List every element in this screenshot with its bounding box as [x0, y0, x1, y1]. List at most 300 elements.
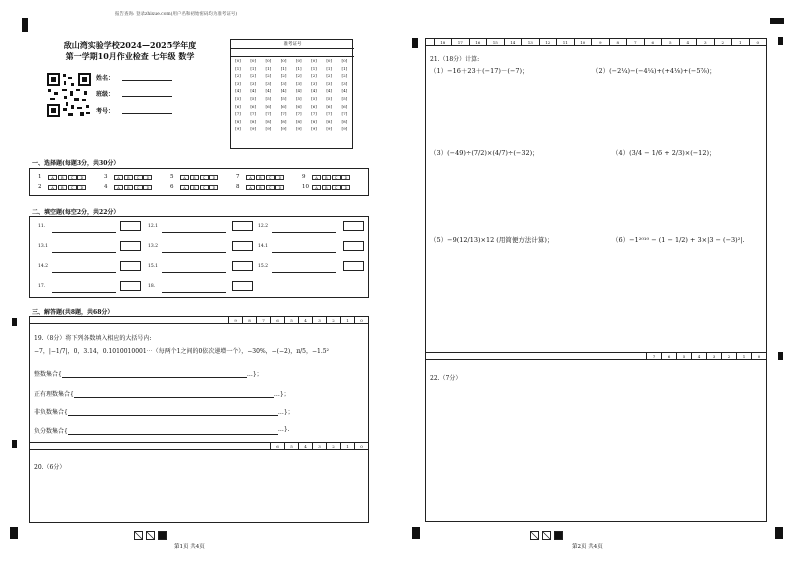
- mc-option-bubble[interactable]: A: [48, 175, 57, 180]
- score-cell[interactable]: 8: [242, 317, 256, 323]
- mc-option-bubble[interactable]: B: [190, 175, 199, 180]
- section2-title: 二、填空题(每空2分，共22分）: [32, 209, 120, 216]
- fill-blank-label: 17.: [38, 284, 46, 289]
- mc-question[interactable]: [104, 184, 153, 190]
- exam-id-digit-bubble[interactable]: [8]: [280, 118, 287, 124]
- score-strip-q21[interactable]: [425, 38, 767, 46]
- q21-5-label: （5）: [430, 236, 448, 244]
- mc-option-bubble[interactable]: A: [114, 185, 123, 190]
- registration-mark: [12, 440, 17, 448]
- score-cell[interactable]: 17: [451, 39, 469, 45]
- exam-id-digit-bubble[interactable]: [3]: [250, 80, 257, 86]
- score-box[interactable]: [232, 241, 253, 251]
- mc-option-bubble[interactable]: C: [200, 185, 209, 190]
- fill-blank-label: 11.: [38, 224, 46, 229]
- score-cell[interactable]: 1: [731, 39, 749, 45]
- fill-blank-line[interactable]: [162, 245, 226, 253]
- score-cell[interactable]: 15: [486, 39, 504, 45]
- filled-square-icon: [158, 531, 167, 540]
- q19-set-negative-fraction-end: …}.: [277, 426, 290, 433]
- fill-blank-line[interactable]: [162, 285, 226, 293]
- score-cell[interactable]: 5: [284, 317, 298, 323]
- mc-option-bubble[interactable]: C: [134, 185, 143, 190]
- exam-id-digit-bubble[interactable]: [7]: [235, 111, 241, 117]
- score-box[interactable]: [343, 221, 364, 231]
- exam-id-digit-column[interactable]: [247, 57, 259, 133]
- score-box[interactable]: [232, 281, 253, 291]
- mc-question-number: 4: [104, 184, 108, 190]
- fill-blank-line[interactable]: [272, 225, 336, 233]
- exam-id-digit-bubble[interactable]: [7]: [250, 111, 257, 117]
- mc-option-bubble[interactable]: D: [275, 175, 284, 180]
- fill-blank-line[interactable]: [52, 245, 116, 253]
- mc-question-number: 3: [104, 174, 108, 180]
- checkbox-icon: [530, 531, 539, 540]
- exam-id-digit-bubble[interactable]: [7]: [311, 111, 317, 117]
- fill-blank-label: 13.1: [38, 244, 49, 249]
- exam-id-digit-bubble[interactable]: [8]: [341, 118, 348, 124]
- exam-id-digit-bubble[interactable]: [4]: [311, 88, 317, 94]
- score-cell[interactable]: 1: [340, 443, 354, 449]
- exam-id-digit-bubble[interactable]: [0]: [295, 58, 302, 63]
- exam-id-digit-bubble[interactable]: [6]: [280, 103, 287, 109]
- mc-question-number: 8: [236, 184, 240, 190]
- mc-option-bubble[interactable]: D: [275, 185, 284, 190]
- name-field[interactable]: [122, 73, 172, 81]
- score-strip-q19[interactable]: [29, 316, 369, 324]
- exam-id-digit-bubble[interactable]: [7]: [326, 111, 333, 117]
- mc-question-number: 10: [302, 184, 309, 190]
- header-note: 报告查询: 登录zhixue.com(用户名和初始密码均为准考证号): [115, 12, 238, 17]
- mc-option-bubble[interactable]: D: [341, 175, 350, 180]
- exam-id-digit-bubble[interactable]: [9]: [326, 126, 333, 132]
- fill-blank-line[interactable]: [52, 265, 116, 273]
- mc-question[interactable]: [170, 184, 219, 190]
- mc-question[interactable]: [104, 174, 153, 180]
- fill-blank-label: 15.1: [148, 264, 159, 269]
- fill-blank-line[interactable]: [162, 225, 226, 233]
- exam-id-digit-bubble[interactable]: [5]: [311, 95, 317, 101]
- mc-option-bubble[interactable]: C: [332, 185, 341, 190]
- exam-id-digit-bubble[interactable]: [5]: [250, 95, 257, 101]
- exam-id-digit-bubble[interactable]: [3]: [341, 80, 348, 86]
- mc-option-bubble[interactable]: C: [266, 185, 275, 190]
- score-cell[interactable]: 6: [644, 39, 662, 45]
- fill-blank-label: 18.: [148, 284, 156, 289]
- mc-option-bubble[interactable]: B: [256, 185, 265, 190]
- mc-option-bubble[interactable]: C: [266, 175, 275, 180]
- q19-set-negative-fraction-input[interactable]: [68, 426, 278, 435]
- mc-question[interactable]: [38, 174, 87, 180]
- exam-id-digit-bubble[interactable]: [1]: [235, 65, 241, 71]
- mc-option-bubble[interactable]: C: [134, 175, 143, 180]
- score-cell[interactable]: 9: [228, 317, 242, 323]
- exam-id-digit-column[interactable]: [323, 57, 335, 133]
- q21-5: [430, 235, 553, 244]
- fill-blank-label: 12.2: [258, 224, 269, 229]
- q21-2-label: （2）: [592, 67, 610, 75]
- q19-set-integer-label: 整数集合{: [34, 371, 62, 378]
- exam-id-digit-bubble[interactable]: [0]: [265, 58, 272, 63]
- mc-option-bubble[interactable]: C: [332, 175, 341, 180]
- score-cell[interactable]: 11: [556, 39, 574, 45]
- school-title: 敌山湾实验学校2024—2025学年度: [63, 40, 197, 50]
- class-label: 班级：: [96, 91, 115, 98]
- exam-id-digit-column[interactable]: [338, 57, 350, 133]
- exam-id-digit-bubble[interactable]: [2]: [295, 73, 302, 79]
- q19-set-negative-fraction-label: 负分数集合{: [34, 428, 68, 435]
- exam-id-digit-column[interactable]: [308, 57, 320, 133]
- registration-mark: [778, 37, 783, 45]
- exam-id-digit-bubble[interactable]: [6]: [326, 103, 333, 109]
- score-cell[interactable]: 10: [574, 39, 592, 45]
- exam-number-label: 考号：: [96, 108, 115, 115]
- mc-option-bubble[interactable]: A: [246, 175, 255, 180]
- qr-code: [46, 72, 92, 118]
- score-cell[interactable]: 6: [661, 353, 676, 359]
- mc-option-bubble[interactable]: B: [256, 175, 265, 180]
- mc-option-bubble[interactable]: B: [322, 175, 331, 180]
- q21-4-label: （4）: [612, 149, 630, 157]
- mc-question[interactable]: [236, 174, 285, 180]
- mc-option-bubble[interactable]: D: [77, 185, 86, 190]
- exam-id-digit-bubble[interactable]: [9]: [235, 126, 241, 132]
- q19-set-integer-input[interactable]: [62, 369, 247, 378]
- fill-blank-line[interactable]: [52, 225, 116, 233]
- exam-id-digit-bubble[interactable]: [5]: [341, 95, 348, 101]
- q21-head: 21.（18分）计算:: [430, 56, 480, 63]
- exam-id-digit-bubble[interactable]: [8]: [311, 118, 317, 124]
- exam-id-digit-bubble[interactable]: [6]: [235, 103, 241, 109]
- exam-id-digit-bubble[interactable]: [9]: [311, 126, 317, 132]
- mc-option-bubble[interactable]: A: [312, 175, 321, 180]
- score-cell[interactable]: 12: [539, 39, 557, 45]
- exam-id-digit-bubble[interactable]: [2]: [265, 73, 272, 79]
- score-cell[interactable]: 6: [270, 443, 284, 449]
- exam-id-digit-bubble[interactable]: [7]: [341, 111, 348, 117]
- exam-id-digit-bubble[interactable]: [0]: [326, 58, 333, 63]
- q22-head: 22.（7分）: [430, 375, 462, 382]
- exam-id-digit-bubble[interactable]: [4]: [280, 88, 287, 94]
- score-cell[interactable]: 2: [714, 39, 732, 45]
- mc-option-bubble[interactable]: D: [143, 175, 152, 180]
- q21-2: [592, 66, 716, 75]
- exam-id-digit-bubble[interactable]: [0]: [235, 58, 241, 63]
- q21-4-expr: (3/4 − 1/6 + 2/3)×(−12)；: [629, 149, 716, 157]
- mc-question-number: 9: [302, 174, 306, 180]
- q19-set-nonnegative: [34, 407, 294, 416]
- exam-id-digit-bubble[interactable]: [9]: [280, 126, 287, 132]
- exam-id-digit-bubble[interactable]: [3]: [235, 80, 241, 86]
- exam-id-digit-bubble[interactable]: [1]: [265, 65, 272, 71]
- mc-option-bubble[interactable]: A: [180, 185, 189, 190]
- mc-option-bubble[interactable]: B: [124, 185, 133, 190]
- q21-3: [430, 148, 539, 157]
- exam-title: 第一学期10月作业检查 七年级 数学: [65, 51, 195, 61]
- q21-1-label: （1）: [430, 67, 448, 75]
- mc-option-bubble[interactable]: B: [322, 185, 331, 190]
- section3-title: 三、解答题(共8题，共68分）: [32, 309, 114, 316]
- mc-question-number: 6: [170, 184, 174, 190]
- section1-title: 一、选择题(每题3分，共30分）: [32, 160, 120, 167]
- exam-id-digit-bubble[interactable]: [1]: [280, 65, 287, 71]
- exam-id-digit-bubble[interactable]: [6]: [295, 103, 302, 109]
- fill-blank-line[interactable]: [52, 285, 116, 293]
- fill-blank-label: 15.2: [258, 264, 269, 269]
- exam-id-digit-bubble[interactable]: [3]: [265, 80, 272, 86]
- score-cell[interactable]: 0: [749, 39, 767, 45]
- fill-blank-label: 12.1: [148, 224, 159, 229]
- q19-numbers: −7，|−1/7|，0，3.14，0.1010010001⋯（每两个1之间的0依次递增一个），−30%，−(−2)，π/5，−1.5²: [34, 348, 329, 355]
- exam-id-digit-bubble[interactable]: [8]: [250, 118, 257, 124]
- class-field[interactable]: [122, 89, 172, 97]
- score-cell[interactable]: 5: [284, 443, 298, 449]
- exam-id-digit-bubble[interactable]: [1]: [250, 65, 257, 71]
- score-cell[interactable]: 9: [591, 39, 609, 45]
- score-cell[interactable]: 4: [298, 317, 312, 323]
- q21-1-expr: −16＋23＋(−17)－(−7)；: [447, 67, 529, 75]
- score-cell[interactable]: 1: [340, 317, 354, 323]
- checkbox-icon: [146, 531, 155, 540]
- exam-id-digit-bubble[interactable]: [1]: [326, 65, 333, 71]
- fill-blank-label: 13.2: [148, 244, 159, 249]
- right-answer-box: [425, 38, 767, 522]
- exam-id-digit-bubble[interactable]: [4]: [295, 88, 302, 94]
- q19-set-nonnegative-input[interactable]: [68, 407, 278, 416]
- score-strip-q22[interactable]: [425, 352, 767, 360]
- score-cell[interactable]: 5: [661, 39, 679, 45]
- exam-id-digit-bubble[interactable]: [5]: [235, 95, 241, 101]
- mc-option-bubble[interactable]: D: [209, 185, 218, 190]
- q19-set-positive-rational-label: 正有理数集合{: [34, 391, 74, 398]
- score-cell[interactable]: 2: [721, 353, 736, 359]
- registration-mark: [10, 527, 18, 539]
- score-box[interactable]: [120, 221, 141, 231]
- fill-blank-label: 14.1: [258, 244, 269, 249]
- exam-id-digit-bubble[interactable]: [2]: [280, 73, 287, 79]
- score-cell[interactable]: 3: [706, 353, 721, 359]
- exam-id-digit-column[interactable]: [293, 57, 305, 133]
- mc-option-bubble[interactable]: B: [58, 175, 67, 180]
- exam-id-digit-bubble[interactable]: [6]: [311, 103, 317, 109]
- page2-footer: 第2页 共4页: [572, 544, 603, 550]
- mc-option-bubble[interactable]: A: [312, 185, 321, 190]
- q21-6-label: （6）: [612, 236, 630, 244]
- mc-option-bubble[interactable]: C: [68, 185, 77, 190]
- mc-question[interactable]: [302, 174, 351, 180]
- score-cell[interactable]: 4: [298, 443, 312, 449]
- mc-question[interactable]: [236, 184, 285, 190]
- mc-question-number: 7: [236, 174, 240, 180]
- q21-1: [430, 66, 529, 75]
- fill-blank-line[interactable]: [272, 245, 336, 253]
- exam-id-digit-bubble[interactable]: [1]: [311, 65, 317, 71]
- score-cell[interactable]: 1: [736, 353, 751, 359]
- exam-id-digit-bubble[interactable]: [0]: [341, 58, 348, 63]
- score-cell[interactable]: 4: [691, 353, 706, 359]
- q21-6: [612, 235, 745, 244]
- footer-checkboxes-right: [530, 531, 566, 540]
- score-box[interactable]: [343, 261, 364, 271]
- score-box[interactable]: [120, 241, 141, 251]
- checkbox-icon: [542, 531, 551, 540]
- exam-id-digit-bubble[interactable]: [5]: [295, 95, 302, 101]
- mc-question-number: 1: [38, 174, 42, 180]
- exam-id-digit-bubble[interactable]: [8]: [235, 118, 241, 124]
- fill-blank-line[interactable]: [272, 265, 336, 273]
- q21-3-label: （3）: [430, 149, 448, 157]
- mc-option-bubble[interactable]: A: [114, 175, 123, 180]
- name-label: 姓名：: [96, 75, 115, 82]
- mc-option-bubble[interactable]: A: [246, 185, 255, 190]
- score-cell[interactable]: 3: [312, 443, 326, 449]
- section1-box: [29, 168, 369, 196]
- score-strip-q20[interactable]: [29, 442, 369, 450]
- score-cell[interactable]: 16: [469, 39, 487, 45]
- exam-id-digit-bubble[interactable]: [8]: [326, 118, 333, 124]
- mc-option-bubble[interactable]: A: [48, 185, 57, 190]
- registration-mark: [22, 18, 28, 32]
- q21-4: [612, 148, 716, 157]
- exam-id-digit-bubble[interactable]: [2]: [311, 73, 317, 79]
- score-cell[interactable]: 13: [521, 39, 539, 45]
- exam-id-digit-bubble[interactable]: [0]: [280, 58, 287, 63]
- q19-head: 19.（8分）将下列各数填入相应的大括号内:: [34, 335, 152, 342]
- score-cell[interactable]: 4: [679, 39, 697, 45]
- mc-question-number: 5: [170, 174, 174, 180]
- checkbox-icon: [134, 531, 143, 540]
- q19-set-integer-end: …}；: [246, 371, 263, 378]
- q19-set-positive-rational-input[interactable]: [74, 389, 274, 398]
- registration-mark: [775, 527, 783, 539]
- q21-5-expr: −9(12/13)×12 (用简便方法计算)；: [447, 236, 554, 244]
- exam-id-digit-bubble[interactable]: [4]: [326, 88, 333, 94]
- mc-option-bubble[interactable]: D: [341, 185, 350, 190]
- exam-id-digit-bubble[interactable]: [0]: [311, 58, 317, 63]
- registration-mark: [770, 18, 784, 24]
- q20-head: 20.（6分）: [34, 464, 66, 471]
- mc-question-number: 2: [38, 184, 42, 190]
- exam-id-digit-bubble[interactable]: [5]: [265, 95, 272, 101]
- score-box[interactable]: [120, 281, 141, 291]
- exam-id-digit-column[interactable]: [232, 57, 244, 133]
- exam-number-field[interactable]: [122, 106, 172, 114]
- exam-id-digit-bubble[interactable]: [7]: [265, 111, 272, 117]
- exam-id-digit-bubble[interactable]: [3]: [311, 80, 317, 86]
- exam-id-digit-bubble[interactable]: [4]: [235, 88, 241, 94]
- registration-mark: [12, 318, 17, 326]
- exam-id-digit-bubble[interactable]: [9]: [295, 126, 302, 132]
- mc-option-bubble[interactable]: D: [209, 175, 218, 180]
- exam-id-digit-bubble[interactable]: [1]: [295, 65, 302, 71]
- score-cell[interactable]: 0: [354, 443, 368, 449]
- exam-id-digit-bubble[interactable]: [9]: [341, 126, 348, 132]
- score-cell[interactable]: 18: [434, 39, 452, 45]
- q19-set-nonnegative-end: …}；: [277, 409, 294, 416]
- exam-id-digit-bubble[interactable]: [6]: [250, 103, 257, 109]
- exam-id-digit-bubble[interactable]: [3]: [295, 80, 302, 86]
- exam-id-digit-bubble[interactable]: [3]: [280, 80, 287, 86]
- exam-id-digit-bubble[interactable]: [4]: [265, 88, 272, 94]
- exam-id-digit-bubble[interactable]: [8]: [295, 118, 302, 124]
- score-cell[interactable]: 7: [626, 39, 644, 45]
- mc-option-bubble[interactable]: B: [190, 185, 199, 190]
- fill-blank-label: 14.2: [38, 264, 49, 269]
- q19-set-nonnegative-label: 非负数集合{: [34, 409, 68, 416]
- mc-option-bubble[interactable]: B: [124, 175, 133, 180]
- q19-set-positive-rational: [34, 389, 290, 398]
- q19-set-negative-fraction: [34, 426, 290, 435]
- exam-id-digit-bubble[interactable]: [5]: [326, 95, 333, 101]
- exam-id-digit-bubble[interactable]: [9]: [250, 126, 257, 132]
- score-cell[interactable]: 0: [354, 317, 368, 323]
- exam-id-digit-column[interactable]: [278, 57, 290, 133]
- score-cell[interactable]: 8: [609, 39, 627, 45]
- score-cell[interactable]: 3: [312, 317, 326, 323]
- exam-id-digit-bubble[interactable]: [6]: [341, 103, 348, 109]
- score-cell[interactable]: 6: [270, 317, 284, 323]
- registration-mark: [778, 352, 783, 360]
- exam-id-digit-bubble[interactable]: [7]: [280, 111, 287, 117]
- score-cell[interactable]: 2: [326, 317, 340, 323]
- score-cell[interactable]: 7: [646, 353, 661, 359]
- exam-id-digit-bubble[interactable]: [2]: [250, 73, 257, 79]
- exam-id-digit-bubble[interactable]: [6]: [265, 103, 272, 109]
- score-box[interactable]: [343, 241, 364, 251]
- mc-option-bubble[interactable]: D: [143, 185, 152, 190]
- score-cell[interactable]: 3: [696, 39, 714, 45]
- score-box[interactable]: [232, 261, 253, 271]
- exam-id-digit-bubble[interactable]: [4]: [250, 88, 257, 94]
- exam-id-digit-column[interactable]: [262, 57, 274, 133]
- exam-id-digit-bubble[interactable]: [8]: [265, 118, 272, 124]
- exam-id-digit-bubble[interactable]: [0]: [250, 58, 257, 63]
- exam-id-digit-bubble[interactable]: [2]: [235, 73, 241, 79]
- registration-mark: [412, 527, 420, 539]
- exam-id-digit-bubble[interactable]: [3]: [326, 80, 333, 86]
- mc-option-bubble[interactable]: C: [200, 175, 209, 180]
- exam-id-digit-bubble[interactable]: [2]: [326, 73, 333, 79]
- filled-square-icon: [554, 531, 563, 540]
- mc-option-bubble[interactable]: C: [68, 175, 77, 180]
- exam-id-digit-bubble[interactable]: [4]: [341, 88, 348, 94]
- score-cell[interactable]: 2: [326, 443, 340, 449]
- q21-2-expr: (−2¼)−(−4¼)+(+4⅛)+(−5⅞)；: [609, 67, 716, 75]
- mc-option-bubble[interactable]: D: [77, 175, 86, 180]
- fill-blank-line[interactable]: [162, 265, 226, 273]
- exam-id-digit-bubble[interactable]: [9]: [265, 126, 272, 132]
- score-cell[interactable]: 14: [504, 39, 522, 45]
- mc-option-bubble[interactable]: A: [180, 175, 189, 180]
- score-cell[interactable]: 5: [676, 353, 691, 359]
- page1-footer: 第1页 共4页: [174, 544, 205, 550]
- exam-id-digit-bubble[interactable]: [1]: [341, 65, 348, 71]
- exam-id-digit-bubble[interactable]: [7]: [295, 111, 302, 117]
- mc-question[interactable]: [302, 184, 351, 190]
- exam-id-title: 准考证号: [283, 42, 302, 47]
- q19-set-positive-rational-end: …}；: [273, 391, 290, 398]
- exam-id-digit-bubble[interactable]: [5]: [280, 95, 287, 101]
- score-cell[interactable]: 7: [256, 317, 270, 323]
- score-box[interactable]: [232, 221, 253, 231]
- score-cell[interactable]: 0: [751, 353, 766, 359]
- exam-id-digit-bubble[interactable]: [2]: [341, 73, 348, 79]
- registration-mark: [412, 38, 418, 48]
- mc-option-bubble[interactable]: B: [58, 185, 67, 190]
- mc-question[interactable]: [170, 174, 219, 180]
- score-box[interactable]: [120, 261, 141, 271]
- mc-question[interactable]: [38, 184, 87, 190]
